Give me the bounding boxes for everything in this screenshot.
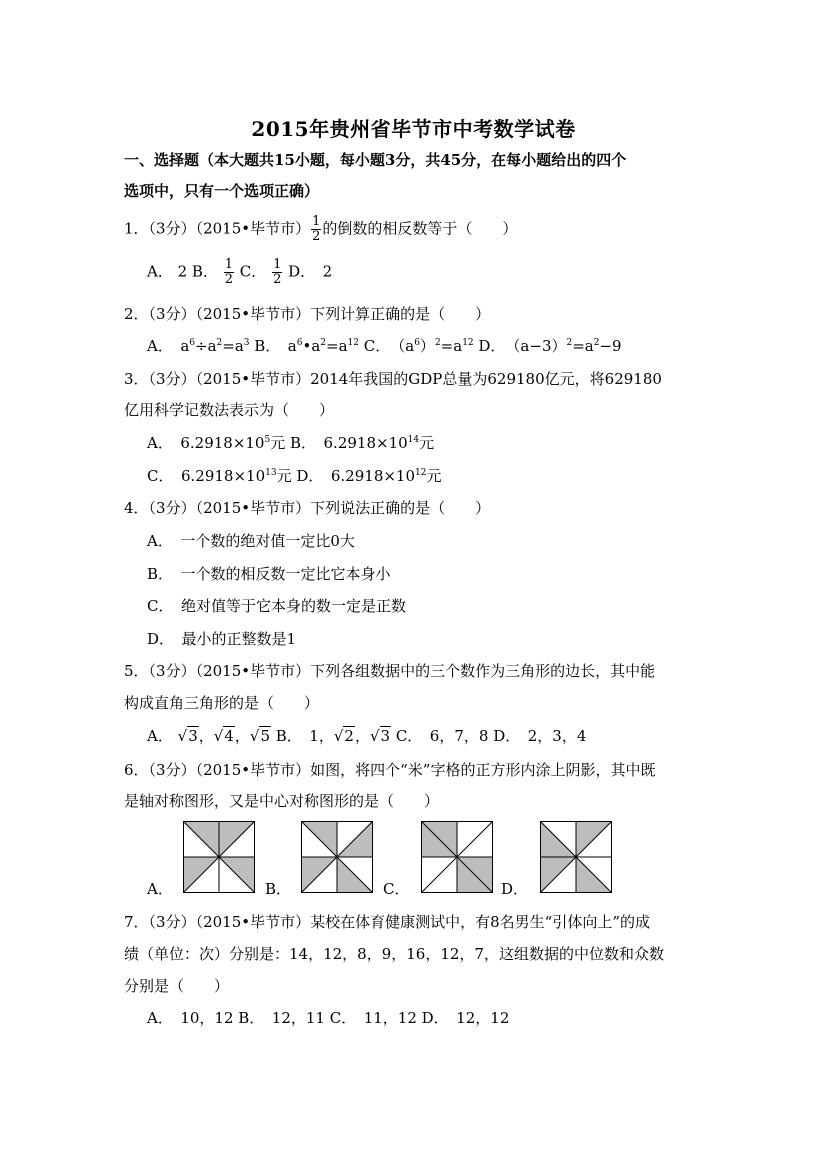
q5-sep-2: ，	[234, 727, 250, 745]
q2-b-sup-1: 6	[296, 338, 303, 348]
q1-option-a-value: 2 B．	[177, 262, 218, 281]
q1-c-num: 1	[273, 257, 282, 272]
q5-sqrt-5: √5	[249, 727, 270, 745]
question-2-stem: 2．（3分）（2015•毕节市）下列计算正确的是（ ）	[124, 305, 491, 323]
q2-a-sup-2: 2	[216, 338, 223, 348]
q1-fraction	[311, 215, 321, 244]
q1-b-num: 1	[224, 257, 234, 272]
q6-label-c: C．	[383, 880, 410, 898]
q1-frac-num: 1	[312, 214, 321, 229]
question-4-option-a: A． 一个数的绝对值一定比0大	[147, 532, 355, 550]
q5-sep-1: ，	[198, 727, 214, 745]
q2-b-sup-3: 12	[347, 338, 359, 348]
question-3-options-cd	[147, 466, 441, 486]
question-4-option-d: D． 最小的正整数是1	[147, 630, 297, 648]
q5-options-cd: C． 6，7，8 D． 2，3，4	[391, 727, 587, 745]
page-title: 2015年贵州省毕节市中考数学试卷	[251, 117, 576, 141]
q2-d-1: D． （a−3）	[473, 337, 567, 355]
question-1-options	[147, 258, 332, 287]
q2-b-3: =a	[326, 337, 348, 355]
question-4-option-b: B． 一个数的相反数一定比它本身小	[147, 565, 391, 583]
q1-b-den: 2	[224, 272, 234, 287]
q2-d-3: −9	[599, 337, 622, 355]
q3-d-unit: 元	[426, 467, 442, 485]
question-4-option-c: C． 绝对值等于它本身的数一定是正数	[147, 597, 406, 615]
question-5-stem-line2: 构成直角三角形的是（ ）	[124, 694, 320, 712]
question-6-stem-line2: 是轴对称图形，又是中心对称图形的是（ ）	[124, 792, 440, 810]
question-2-options	[147, 336, 622, 356]
question-5-stem-line1: 5．（3分）（2015•毕节市）下列各组数据中的三个数作为三角形的边长，其中能	[124, 662, 656, 680]
question-7-stem-line2: 绩（单位：次）分别是：14，12，8，9，16，12，7，这组数据的中位数和众数	[124, 945, 664, 963]
section-heading-line1: 一、选择题（本大题共15小题，每小题3分，共45分，在每小题给出的四个	[124, 151, 627, 169]
section-heading-line2: 选项中，只有一个选项正确）	[124, 182, 320, 200]
question-7-stem-line3: 分别是（ ）	[124, 977, 230, 995]
question-3-options-ab	[147, 433, 434, 453]
q1-option-b-fraction	[224, 258, 234, 287]
q5-option-a-label: A．	[147, 727, 173, 745]
q5-sqrt-2: √2	[333, 727, 354, 745]
q3-a-sup: 5	[264, 435, 271, 445]
q2-b-sup-2: 2	[320, 338, 327, 348]
q3-c: C． 6.2918×10	[147, 467, 266, 485]
q5-rad-3: 3	[188, 727, 198, 745]
q2-c-2: ）	[419, 337, 435, 355]
q5-sqrt-3b: √3	[369, 727, 391, 745]
q5-rad-5: 5	[260, 727, 270, 745]
question-7-options: A． 10，12 B． 12，11 C． 11，12 D． 12，12	[147, 1009, 510, 1027]
question-3-stem-line1: 3．（3分）（2015•毕节市）2014年我国的GDP总量为629180亿元，将629180	[124, 370, 662, 388]
q3-b: 元 B． 6.2918×10	[270, 434, 408, 452]
q1-prefix: 1．（3分）（2015•毕节市）	[124, 219, 311, 238]
q2-c-sup-3: 12	[462, 338, 474, 348]
q5-sqrt-4: √4	[213, 727, 234, 745]
q1-option-d: D． 2	[283, 262, 333, 281]
question-1-stem	[124, 215, 517, 244]
q3-c-sup: 13	[265, 468, 277, 478]
q3-b-unit: 元	[419, 434, 435, 452]
q2-c-sup-2: 2	[434, 338, 441, 348]
q3-a: A． 6.2918×10	[147, 434, 265, 452]
q5-rad-4: 4	[224, 727, 234, 745]
q6-figure-a	[183, 821, 255, 893]
q2-a-sup-1: 6	[189, 338, 196, 348]
question-5-options	[147, 726, 586, 746]
question-4-stem: 4．（3分）（2015•毕节市）下列说法正确的是（ ）	[124, 499, 491, 517]
q2-a-2: ÷a	[195, 337, 217, 355]
q6-figure-c	[421, 821, 493, 893]
q1-option-c-label: C．	[235, 262, 267, 281]
q2-a-sup-3: 3	[243, 338, 250, 348]
q6-label-a: A．	[147, 880, 173, 898]
q6-figure-d	[540, 821, 612, 893]
q6-label-b: B．	[265, 880, 292, 898]
q6-label-d: D．	[501, 880, 529, 898]
q1-suffix: 的倒数的相反数等于（ ）	[322, 219, 518, 238]
q5-rad-3b: 3	[380, 727, 391, 745]
question-6-stem-line1: 6．（3分）（2015•毕节市）如图，将四个“米”字格的正方形内涂上阴影，其中既	[124, 761, 656, 779]
q1-option-c-fraction	[272, 258, 282, 287]
q2-d-sup-1: 2	[566, 338, 573, 348]
question-3-stem-line2: 亿用科学记数法表示为（ ）	[124, 401, 335, 419]
q1-option-a-label: A．	[147, 262, 173, 281]
q2-c-1: C． （a	[358, 337, 415, 355]
q1-c-den: 2	[273, 272, 282, 287]
q3-d: 元 D． 6.2918×10	[276, 467, 416, 485]
q2-a-3: =a	[222, 337, 244, 355]
q3-b-sup: 14	[407, 435, 420, 445]
q3-d-sup: 12	[415, 468, 427, 478]
q5-sep-3: ，	[354, 727, 370, 745]
q2-b-2: •a	[302, 337, 321, 355]
q2-c-sup-1: 6	[414, 338, 420, 348]
q1-frac-den: 2	[312, 229, 321, 244]
question-7-stem-line1: 7．（3分）（2015•毕节市）某校在体育健康测试中，有8名男生“引体向上”的成	[124, 913, 650, 931]
q2-c-3: =a	[440, 337, 463, 355]
q5-rad-2: 2	[344, 727, 354, 745]
q5-option-b-label: B． 1，	[270, 727, 334, 745]
q5-sqrt-3: √3	[177, 727, 198, 745]
q2-a-1: A． a	[147, 337, 190, 355]
q6-figure-b	[301, 821, 373, 893]
q2-d-sup-2: 2	[593, 338, 600, 348]
q2-d-2: =a	[572, 337, 594, 355]
q2-b-1: B． a	[249, 337, 297, 355]
